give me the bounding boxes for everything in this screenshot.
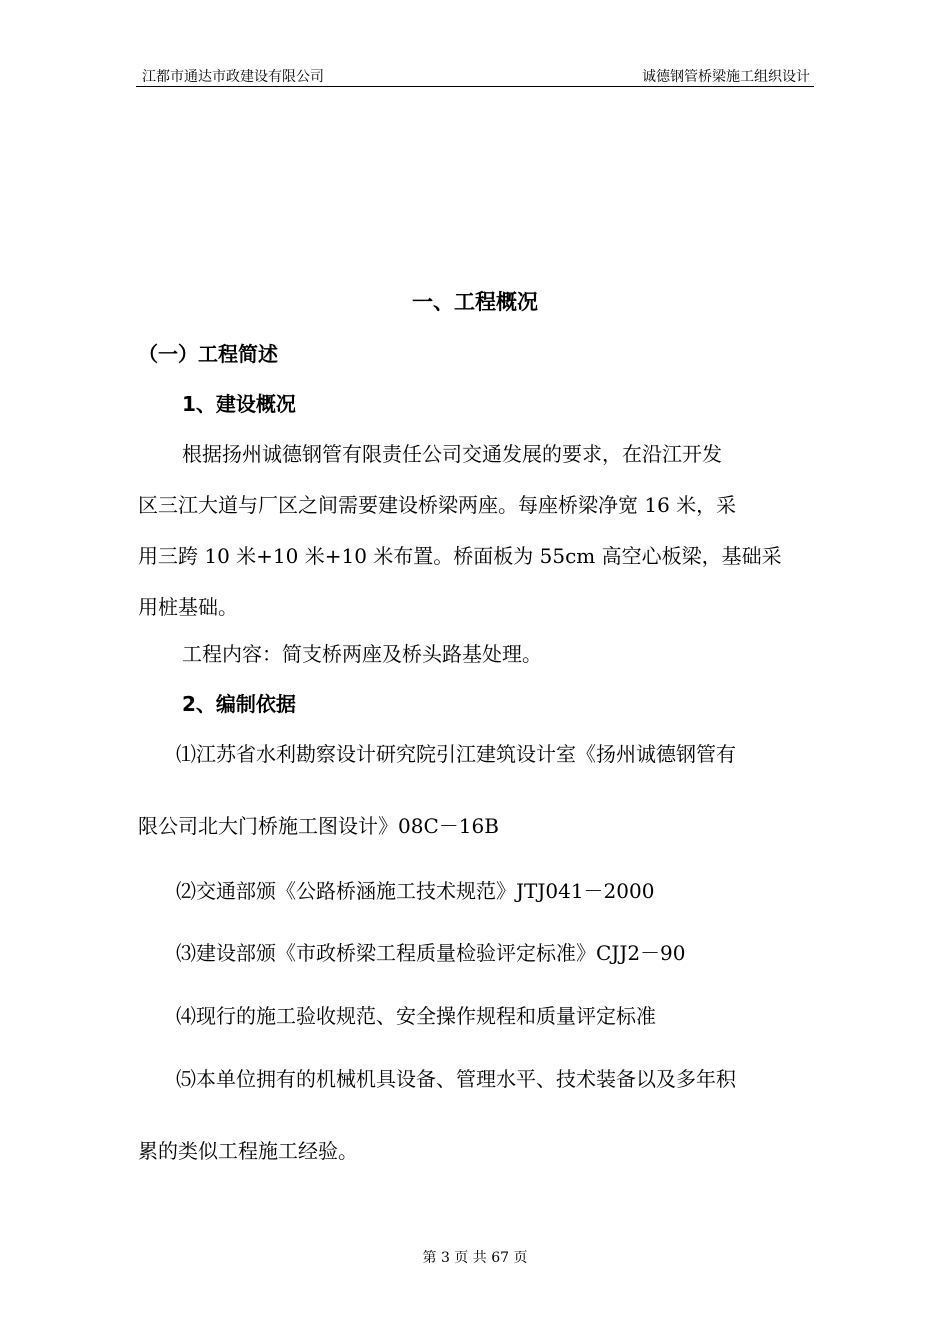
section-title: 一、工程概况 — [412, 290, 538, 314]
overview-line: 区三江大道与厂区之间需要建设桥梁两座。每座桥梁净宽 16 米，采 — [138, 493, 737, 517]
header-company: 江都市通达市政建设有限公司 — [142, 69, 324, 85]
basis-item-2: ⑵交通部颁《公路桥涵施工技术规范》JTJ041－2000 — [176, 879, 655, 903]
work-content: 工程内容：简支桥两座及桥头路基处理。 — [182, 642, 542, 666]
overview-line: 根据扬州诚德钢管有限责任公司交通发展的要求，在沿江开发 — [182, 442, 722, 466]
overview-line: 用桩基础。 — [138, 595, 238, 619]
basis-item-1: ⑴江苏省水利勘察设计研究院引江建筑设计室《扬州诚德钢管有 — [176, 742, 736, 766]
basis-item-5: ⑸本单位拥有的机械机具设备、管理水平、技术装备以及多年积 — [176, 1067, 736, 1091]
overview-line: 用三跨 10 米+10 米+10 米布置。桥面板为 55cm 高空心板梁，基础采 — [138, 544, 782, 568]
item1-title: 1、建设概况 — [182, 392, 296, 416]
header-document-title: 诚德钢管桥梁施工组织设计 — [642, 69, 810, 85]
basis-item-4: ⑷现行的施工验收规范、安全操作规程和质量评定标准 — [176, 1004, 656, 1028]
item2-title: 2、编制依据 — [182, 692, 296, 716]
subsection-title: （一）工程简述 — [138, 342, 278, 366]
basis-item-3: ⑶建设部颁《市政桥梁工程质量检验评定标准》CJJ2－90 — [176, 941, 686, 965]
header-rule — [136, 86, 814, 87]
page-number: 第 3 页 共 67 页 — [422, 1250, 528, 1266]
basis-item-1-cont: 限公司北大门桥施工图设计》08C－16B — [138, 814, 499, 838]
basis-item-5-cont: 累的类似工程施工经验。 — [138, 1139, 358, 1163]
